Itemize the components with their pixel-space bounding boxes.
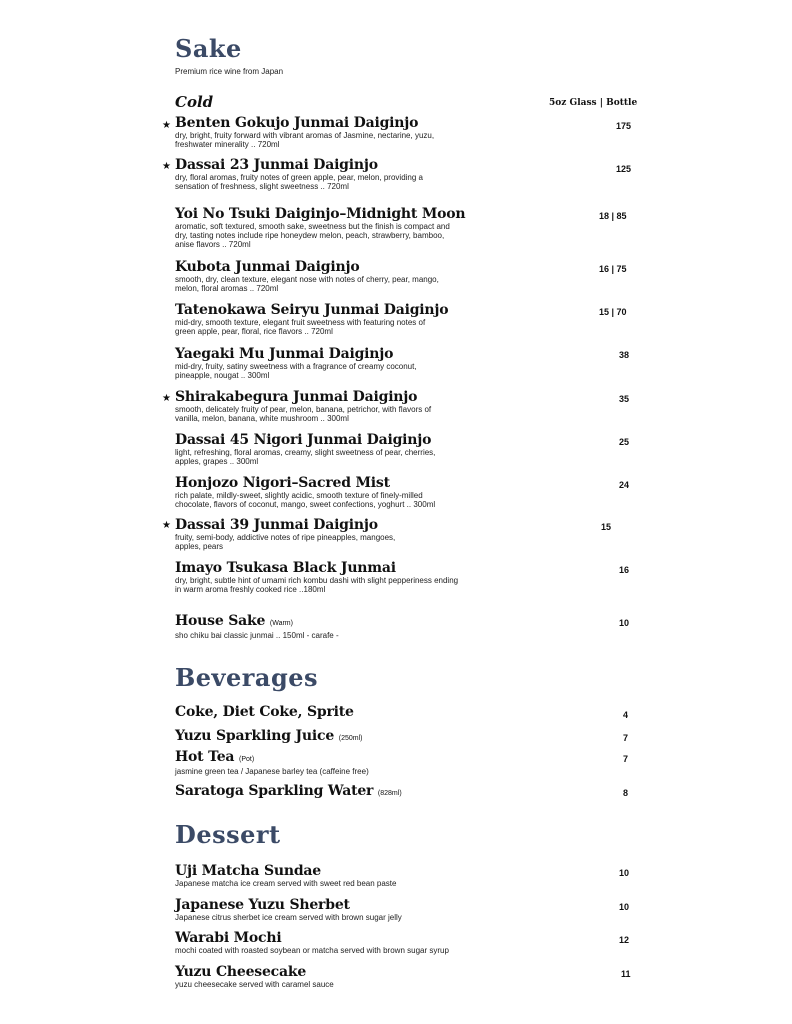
- sake-item: [175, 158, 615, 191]
- item-name: Dassai 39 Junmai Daiginjo: [175, 517, 378, 533]
- item-name: Honjozo Nigori–Sacred Mist: [175, 475, 390, 491]
- item-name: House Sake: [175, 613, 266, 629]
- item-description: dry, bright, subtle hint of umami rich kombu dashi with slight pepperiness ending in warm aroma freshly cooked rice ..180ml: [175, 576, 459, 594]
- item-price: 10: [619, 618, 630, 628]
- sake-item: [175, 476, 615, 509]
- item-description: dry, bright, fruity forward with vibrant aromas of Jasmine, nectarine, yuzu, freshwater minerality .. 720ml: [175, 131, 435, 149]
- item-note: (828ml): [377, 790, 402, 797]
- item-price: 24: [619, 480, 630, 490]
- item-price: 16 | 75: [599, 264, 627, 274]
- featured-star-icon: ★: [162, 393, 171, 404]
- item-note: (Warm): [269, 620, 293, 627]
- item-price: 15: [601, 522, 612, 532]
- item-price: 4: [623, 710, 629, 720]
- item-description: sho chiku bai classic junmai .. 150ml - carafe -: [175, 631, 339, 640]
- item-price: 38: [619, 350, 630, 360]
- price-column-header: 5oz Glass | Bottle: [549, 98, 638, 108]
- item-description: dry, floral aromas, fruity notes of green apple, pear, melon, providing a sensation of freshness, slight sweetness .. 720ml: [175, 173, 423, 191]
- item-name: Yoi No Tsuki Daiginjo–Midnight Moon: [175, 206, 466, 222]
- item-price: 125: [616, 164, 632, 174]
- item-price: 35: [619, 394, 630, 404]
- item-name: Yuzu Cheesecake: [175, 964, 307, 980]
- sake-section-title: Sake: [175, 34, 242, 63]
- item-price: 16: [619, 565, 630, 575]
- item-description: smooth, delicately fruity of pear, melon, banana, petrichor, with flavors of vanilla, melon, banana, white mushroom .. 300ml: [175, 405, 432, 423]
- beverage-item: [175, 729, 615, 746]
- item-price: 8: [623, 788, 629, 798]
- item-note: (Pot): [238, 756, 255, 763]
- sake-item: [175, 433, 615, 466]
- item-price: 10: [619, 902, 630, 912]
- item-name: Japanese Yuzu Sherbet: [175, 897, 350, 913]
- item-description: smooth, dry, clean texture, elegant nose with notes of cherry, pear, mango, melon, floral aromas .. 720ml: [175, 275, 439, 293]
- item-note: (250ml): [338, 735, 363, 742]
- featured-star-icon: ★: [162, 161, 171, 172]
- sake-item: [175, 207, 615, 249]
- item-name: Dassai 45 Nigori Junmai Daiginjo: [175, 432, 432, 448]
- dessert-item: [175, 931, 615, 955]
- item-description: Japanese matcha ice cream served with sweet red bean paste: [175, 879, 397, 888]
- item-price: 12: [619, 935, 630, 945]
- dessert-item: [175, 965, 615, 989]
- item-description: mid-dry, fruity, satiny sweetness with a fragrance of creamy coconut, pineapple, nougat .. 300ml: [175, 362, 417, 380]
- item-description: fruity, semi-body, addictive notes of ripe pineapples, mangoes, apples, pears: [175, 533, 396, 551]
- item-price: 10: [619, 868, 630, 878]
- sake-item: [175, 116, 615, 149]
- beverage-item: [175, 750, 615, 776]
- house-sake-item: [175, 614, 615, 640]
- item-name: Kubota Junmai Daiginjo: [175, 259, 360, 275]
- item-description: aromatic, soft textured, smooth sake, sweetness but the finish is compact and dry, tasting notes include ripe honeydew melon, peach, strawberry, bamboo, anise flavors .. 720ml: [175, 222, 450, 249]
- item-description: yuzu cheesecake served with caramel sauce: [175, 980, 334, 989]
- item-price: 18 | 85: [599, 211, 627, 221]
- featured-star-icon: ★: [162, 120, 171, 131]
- item-price: 175: [616, 121, 632, 131]
- dessert-item: [175, 898, 615, 922]
- item-name: Saratoga Sparkling Water: [175, 783, 374, 799]
- sake-item: [175, 347, 615, 380]
- item-name: Benten Gokujo Junmai Daiginjo: [175, 115, 419, 131]
- item-description: rich palate, mildly-sweet, slightly acidic, smooth texture of finely-milled chocolate, flavors of coconut, mango, sweet confections, yoghurt .. 300ml: [175, 491, 436, 509]
- item-price: 11: [621, 969, 631, 979]
- item-price: 7: [623, 754, 629, 764]
- item-description: Japanese citrus sherbet ice cream served with brown sugar jelly: [175, 913, 402, 922]
- dessert-item: [175, 864, 615, 888]
- sake-subtitle: Premium rice wine from Japan: [175, 67, 284, 76]
- item-name: Dassai 23 Junmai Daiginjo: [175, 157, 378, 173]
- item-price: 15 | 70: [599, 307, 627, 317]
- sake-item: [175, 390, 615, 423]
- sake-item: [175, 260, 615, 293]
- beverages-section-title: Beverages: [175, 663, 319, 692]
- item-name: Yaegaki Mu Junmai Daiginjo: [175, 346, 394, 362]
- item-price: 7: [623, 733, 629, 743]
- item-name: Imayo Tsukasa Black Junmai: [175, 560, 396, 576]
- item-name: Hot Tea: [175, 749, 235, 765]
- item-name: Shirakabegura Junmai Daiginjo: [175, 389, 418, 405]
- item-description: mochi coated with roasted soybean or matcha served with brown sugar syrup: [175, 946, 449, 955]
- sake-item: [175, 303, 615, 336]
- beverage-item: [175, 705, 615, 720]
- item-name: Yuzu Sparkling Juice: [175, 728, 335, 744]
- item-name: Coke, Diet Coke, Sprite: [175, 704, 354, 720]
- dessert-section-title: Dessert: [175, 820, 281, 849]
- beverage-item: [175, 784, 615, 801]
- sake-item: [175, 561, 615, 594]
- item-name: Tatenokawa Seiryu Junmai Daiginjo: [175, 302, 449, 318]
- cold-label: Cold: [175, 93, 214, 111]
- item-name: Uji Matcha Sundae: [175, 863, 321, 879]
- item-description: light, refreshing, floral aromas, creamy, slight sweetness of pear, cherries, apples, grapes .. 300ml: [175, 448, 436, 466]
- item-description: mid-dry, smooth texture, elegant fruit sweetness with featuring notes of green apple, pear, floral, rice flavors .. 720ml: [175, 318, 426, 336]
- item-name: Warabi Mochi: [175, 930, 282, 946]
- sake-item: [175, 518, 615, 551]
- item-price: 25: [619, 437, 630, 447]
- featured-star-icon: ★: [162, 520, 171, 531]
- item-description: jasmine green tea / Japanese barley tea (caffeine free): [175, 767, 369, 776]
